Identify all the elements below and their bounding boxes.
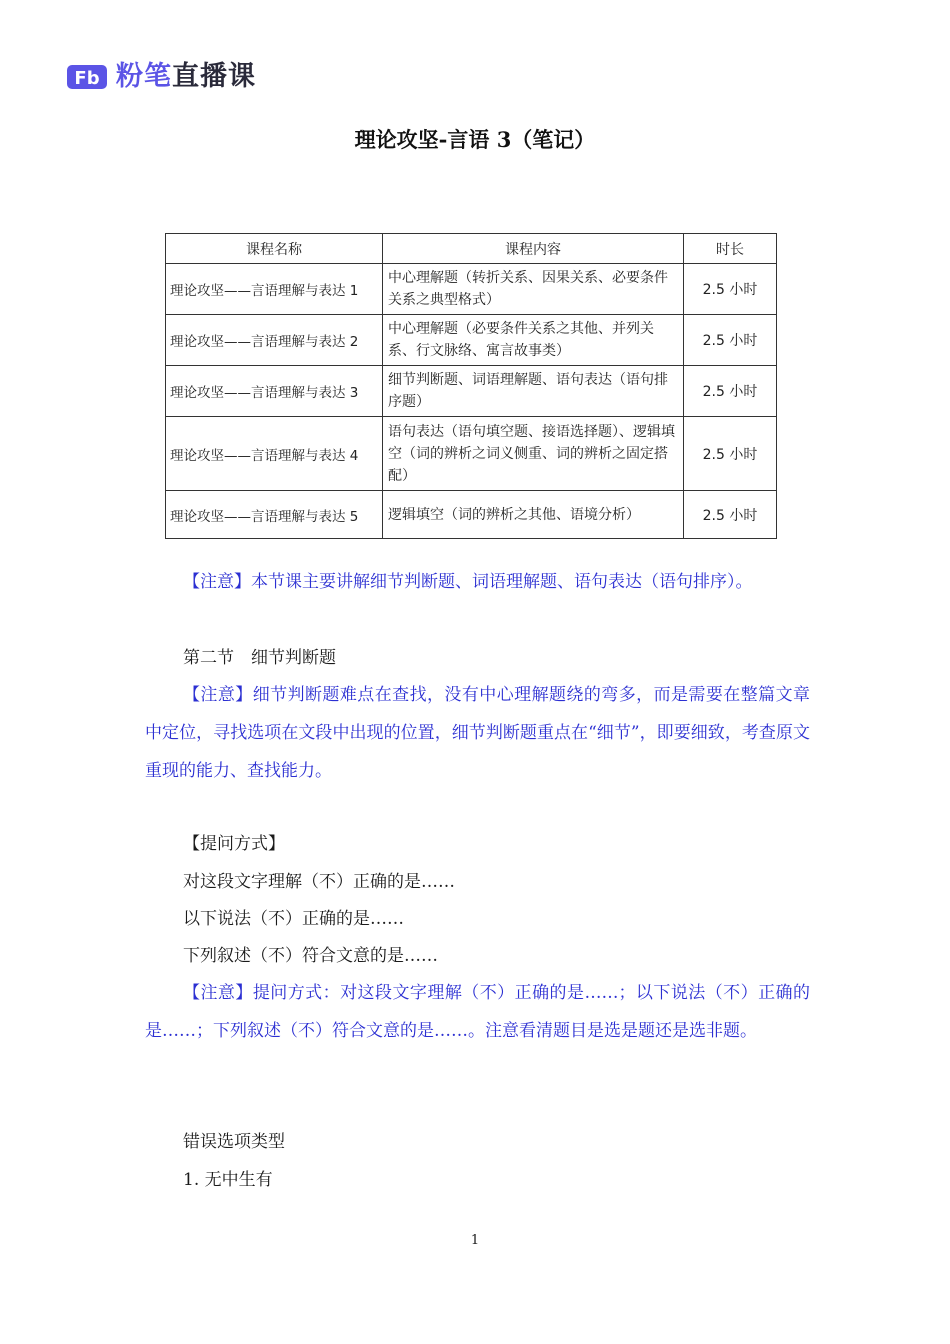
section-heading: 第二节 细节判断题	[183, 648, 336, 668]
note-detail-judgement: 【注意】细节判断题难点在查找，没有中心理解题绕的弯多，而是需要在整篇文章中定位，寻找选项在文段中出现的位置，细节判断题重点在“细节”，即要细致，考查原文重现的能力、查找能力。	[145, 685, 810, 781]
course-content-cell: 逻辑填空（词的辨析之其他、语境分析）	[383, 491, 684, 539]
question-line: 以下说法（不）正确的是……	[183, 909, 404, 929]
course-name-cell: 理论攻坚——言语理解与表达 2	[166, 315, 383, 366]
page-number: 1	[470, 1233, 480, 1248]
header-course-name: 课程名称	[166, 234, 383, 264]
duration-cell: 2.5 小时	[684, 315, 777, 366]
duration-cell: 2.5 小时	[684, 366, 777, 417]
duration-cell: 2.5 小时	[684, 264, 777, 315]
brand-name: 粉笔直播课	[116, 61, 256, 92]
course-content-cell: 中心理解题（必要条件关系之其他、并列关系、行文脉络、寓言故事类）	[383, 315, 684, 366]
page-title: 理论攻坚-言语 3（笔记）	[354, 127, 596, 152]
course-content-cell: 中心理解题（转折关系、因果关系、必要条件关系之典型格式）	[383, 264, 684, 315]
brand-logo	[66, 62, 256, 92]
duration-cell: 2.5 小时	[684, 417, 777, 491]
question-line: 对这段文字理解（不）正确的是……	[183, 872, 455, 892]
course-table	[165, 233, 777, 539]
table-row	[166, 315, 777, 366]
course-name-cell: 理论攻坚——言语理解与表达 3	[166, 366, 383, 417]
table-row	[166, 417, 777, 491]
header-course-content: 课程内容	[383, 234, 684, 264]
note-lesson-scope: 【注意】本节课主要讲解细节判断题、词语理解题、语句表达（语句排序）。	[183, 572, 753, 592]
duration-cell: 2.5 小时	[684, 491, 777, 539]
question-line: 下列叙述（不）符合文意的是……	[183, 946, 438, 966]
table-header-row	[166, 234, 777, 264]
table-row	[166, 264, 777, 315]
note-question-format: 【注意】提问方式：对这段文字理解（不）正确的是……；以下说法（不）正确的是……；下列叙述（不）符合文意的是……。注意看清题目是选是题还是选非题。	[145, 983, 810, 1041]
error-type-item: 1. 无中生有	[183, 1170, 273, 1190]
course-content-cell: 细节判断题、词语理解题、语句表达（语句排序题）	[383, 366, 684, 417]
table-row	[166, 491, 777, 539]
table-row	[166, 366, 777, 417]
header-duration: 时长	[684, 234, 777, 264]
course-content-cell: 语句表达（语句填空题、接语选择题）、逻辑填空（词的辨析之词义侧重、词的辨析之固定搭配）	[383, 417, 684, 491]
error-types-heading: 错误选项类型	[183, 1132, 285, 1152]
question-heading: 【提问方式】	[183, 834, 285, 854]
course-name-cell: 理论攻坚——言语理解与表达 4	[166, 417, 383, 491]
course-name-cell: 理论攻坚——言语理解与表达 5	[166, 491, 383, 539]
course-name-cell: 理论攻坚——言语理解与表达 1	[166, 264, 383, 315]
fb-logo-icon	[66, 62, 108, 92]
svg-text:Fb: Fb	[74, 68, 100, 89]
